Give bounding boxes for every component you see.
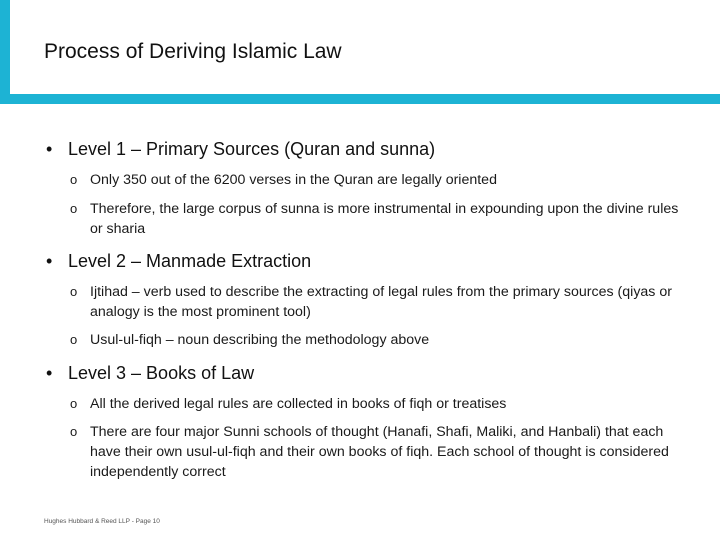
bullet-level-1	[46, 139, 435, 160]
sub-bullet	[70, 422, 680, 482]
sub-bullet-marker: o	[70, 172, 78, 187]
sub-bullet-text: Therefore, the large corpus of sunna is more instrumental in expounding upon the divine rules or sharia	[90, 201, 679, 237]
bullet-level-3	[46, 363, 254, 384]
sub-bullet-text: Usul-ul-fiqh – noun describing the methodology above	[90, 332, 430, 348]
bullet-level-2	[46, 251, 311, 272]
bullet-heading: Level 2 – Manmade Extraction	[68, 251, 312, 271]
sub-bullet-marker: o	[70, 284, 78, 299]
sub-bullet	[70, 394, 680, 414]
sub-bullet-text: Ijtihad – verb used to describe the extracting of legal rules from the primary sources (qiyas or analogy is the most prominent tool)	[90, 284, 672, 320]
bullet-heading: Level 3 – Books of Law	[68, 363, 255, 383]
sub-bullet	[70, 330, 680, 350]
sub-bullet-marker: o	[70, 424, 78, 439]
sub-bullet	[70, 170, 680, 190]
sub-bullet-marker: o	[70, 332, 78, 347]
sub-bullet-text: All the derived legal rules are collected in books of fiqh or treatises	[90, 396, 507, 412]
bullet-dot: •	[46, 363, 53, 383]
bullet-dot: •	[46, 139, 53, 159]
sub-bullet-marker: o	[70, 396, 78, 411]
sub-bullet	[70, 199, 680, 239]
slide-footer: Hughes Hubbard & Reed LLP - Page 10	[44, 518, 160, 525]
slide-title: Process of Deriving Islamic Law	[44, 40, 342, 63]
sub-bullet-text: There are four major Sunni schools of thought (Hanafi, Shafi, Maliki, and Hanbali) that each have their own usul-ul-fiqh and their own books of fiqh. Each school of thought is considered independently correct	[90, 424, 669, 480]
sub-bullet-marker: o	[70, 201, 78, 216]
bullet-dot: •	[46, 251, 53, 271]
sub-bullet-text: Only 350 out of the 6200 verses in the Quran are legally oriented	[90, 172, 497, 188]
sub-bullet	[70, 282, 680, 322]
bullet-heading: Level 1 – Primary Sources (Quran and sunna)	[68, 139, 436, 159]
